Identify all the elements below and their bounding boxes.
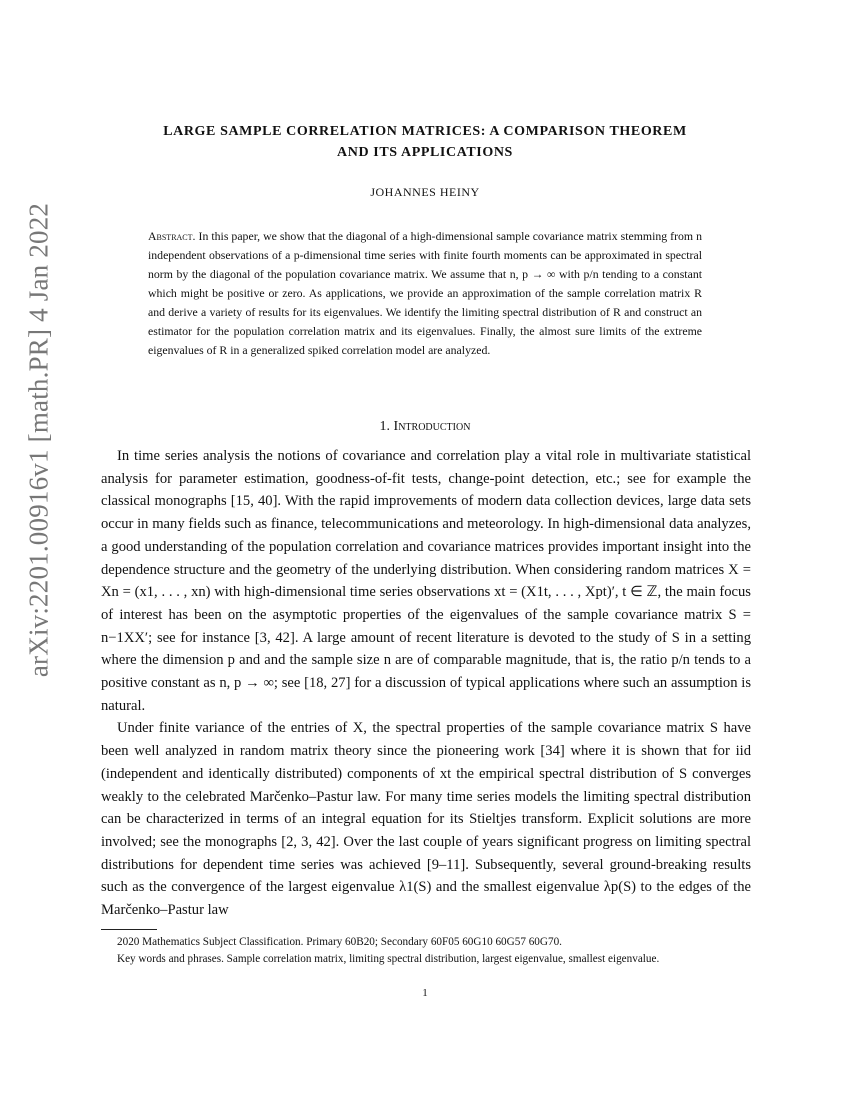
- arxiv-identifier: arXiv:2201.00916v1 [math.PR] 4 Jan 2022: [23, 202, 54, 678]
- arxiv-stamp: [14, 202, 64, 678]
- title-line-2: AND ITS APPLICATIONS: [337, 145, 513, 160]
- section-number: 1.: [379, 419, 391, 434]
- paper-title: [95, 121, 755, 163]
- abstract-label: Abstract.: [148, 229, 196, 243]
- footnote-msc: 2020 Mathematics Subject Classification. Primary 60B20; Secondary 60F05 60G10 60G57 60G70.: [117, 936, 562, 948]
- paragraph: In time series analysis the notions of covariance and correlation play a vital role in multivariate statistical analysis for parameter estimation, goodness-of-fit tests, change-point detection, etc.; see for example the classical monographs [15, 40]. With the rapid improvements of modern data collection devices, large data sets occur in many fields such as finance, telecommunications and meteorology. In high-dimensional data analyzes, a good understanding of the population correlation and covariance matrices provides important insight into the dependence structure and the geometry of the underlying distribution. When considering random matrices X = Xn = (x1, . . . , xn) with high-dimensional time series observations xt = (X1t, . . . , Xpt)′, t ∈ ℤ, the main focus of interest has been on the asymptotic properties of the eigenvalues of the sample covariance matrix S = n−1XX′; see for instance [3, 42]. A large amount of recent literature is devoted to the study of S in a setting where the dimension p and and the sample size n are of comparable magnitude, that is, the ratio p/n tends to a positive constant as n, p → ∞; see [18, 27] for a discussion of typical applications where such an assumption is natural.: [101, 448, 751, 714]
- title-line-1: LARGE SAMPLE CORRELATION MATRICES: A COMPARISON THEOREM: [163, 124, 687, 139]
- author-name: JOHANNES HEINY: [370, 185, 480, 199]
- section-heading: [95, 419, 755, 435]
- footnote-rule: [101, 929, 157, 930]
- abstract-text: In this paper, we show that the diagonal of a high-dimensional sample covariance matrix stemming from n independent observations of a p-dimensional time series with finite fourth moments can be approximated in spectral norm by the diagonal of the population covariance matrix. We assume that n, p → ∞ with p/n tending to a constant which might be positive or zero. As applications, we provide an approximation of the sample correlation matrix R and derive a variety of results for its eigenvalues. We identify the limiting spectral distribution of R and construct an estimator for the population correlation matrix and its eigenvalues. Finally, the almost sure limits of the extreme eigenvalues of R in a generalized spiked correlation model are analyzed.: [148, 229, 703, 357]
- page-number: 1: [422, 987, 428, 999]
- body-text: [101, 445, 751, 922]
- footnotes: [101, 934, 751, 968]
- abstract: [148, 227, 702, 360]
- paragraph: Under finite variance of the entries of X, the spectral properties of the sample covariance matrix S have been well analyzed in random matrix theory since the pioneering work [34] where it is shown that for iid (independent and identically distributed) components of xt the empirical spectral distribution of S converges weakly to the celebrated Marčenko–Pastur law. For many time series models the limiting spectral distribution can be characterized in terms of an integral equation for its Stieltjes transform. Explicit solutions are more involved; see the monographs [2, 3, 42]. Over the last couple of years significant progress on limiting spectral distributions for dependent time series was achieved [9–11]. Subsequently, several ground-breaking results such as the convergence of the largest eigenvalue λ1(S) and the smallest eigenvalue λp(S) to the edges of the Marčenko–Pastur law: [101, 720, 751, 919]
- footnote-keywords: Key words and phrases. Sample correlation matrix, limiting spectral distribution, largest eigenvalue, smallest eigenvalue.: [117, 953, 660, 965]
- section-title: Introduction: [393, 419, 471, 434]
